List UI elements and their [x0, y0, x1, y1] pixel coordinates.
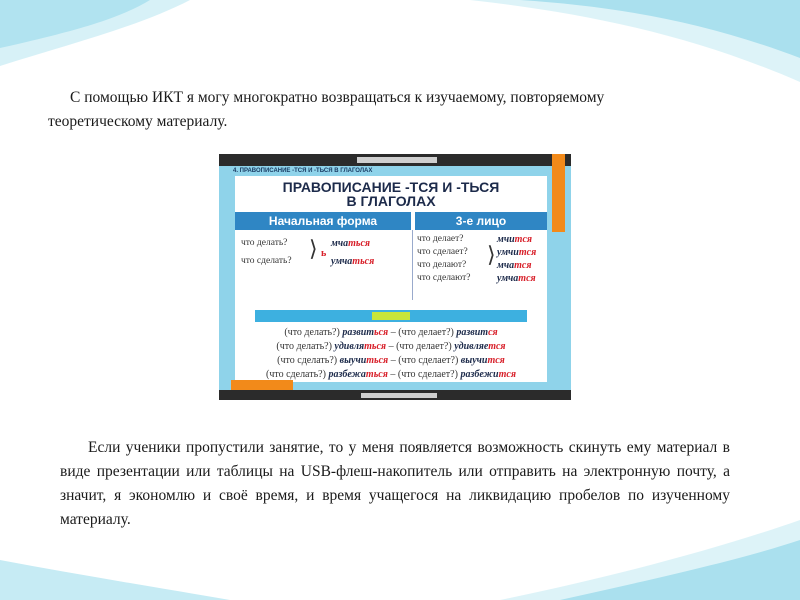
poster-top-strip: [219, 154, 571, 166]
example-row: (что сделать?) выучиться – (что сделает?) выучится: [277, 355, 505, 366]
right-brace: ⟩: [487, 242, 496, 267]
left-brace: ⟩: [309, 236, 318, 261]
poster-side-tab: [552, 154, 565, 232]
example-row: (что сделать?) разбежаться – (что сделает?) разбежится: [266, 369, 516, 380]
bottom-left-wave: [0, 560, 230, 600]
soft-sign-mark: ь: [321, 248, 327, 259]
left-question: что делать?: [241, 238, 288, 248]
example-row: (что делать?) развиться – (что делает?) развится: [284, 327, 498, 338]
top-left-wave-light: [0, 0, 190, 66]
header-initial-form: Начальная форма: [235, 212, 411, 230]
intro-text: С помощью ИКТ я могу многократно возвращаться к изучаемому, повторяемому теоретическому материалу.: [48, 89, 605, 130]
poster-title: ПРАВОПИСАНИЕ -ТСЯ И -ТЬСЯ В ГЛАГОЛАХ: [282, 179, 500, 209]
bottom-right-wave-light: [500, 520, 800, 600]
right-question: что сделает?: [417, 247, 468, 257]
left-example: мчаться: [331, 238, 371, 249]
poster-divider-bar: [255, 310, 527, 322]
header-third-person: 3-е лицо: [415, 212, 547, 230]
right-question: что сделают?: [417, 273, 471, 283]
top-right-wave-light: [470, 0, 800, 82]
grammar-poster: [219, 154, 571, 400]
body-text: Если ученики пропустили занятие, то у меня появляется возможность скинуть ему материал в виде презентации или таблицы на USB-флеш-накопитель или отправить на электронную почту, а значит, я экономлю и своё время, и время учащегося на ликвидацию пробелов по изученному материалу.: [60, 439, 730, 528]
right-question: что делают?: [417, 260, 467, 270]
left-example: умчаться: [331, 256, 375, 267]
column-divider: [412, 230, 413, 300]
right-example: мчится: [497, 234, 533, 245]
right-example: умчатся: [497, 273, 536, 284]
right-question: что делает?: [417, 234, 464, 244]
example-row: (что делать?) удивляться – (что делает?) удивляется: [276, 341, 506, 352]
poster-panel: [235, 176, 547, 382]
left-question: что сделать?: [241, 256, 292, 266]
right-example: умчится: [497, 247, 537, 258]
right-example: мчатся: [497, 260, 532, 271]
poster-tab-label: 4. ПРАВОПИСАНИЕ -ТСЯ И -ТЬСЯ В ГЛАГОЛАХ: [233, 168, 373, 174]
poster-bottom-strip: [219, 390, 571, 400]
